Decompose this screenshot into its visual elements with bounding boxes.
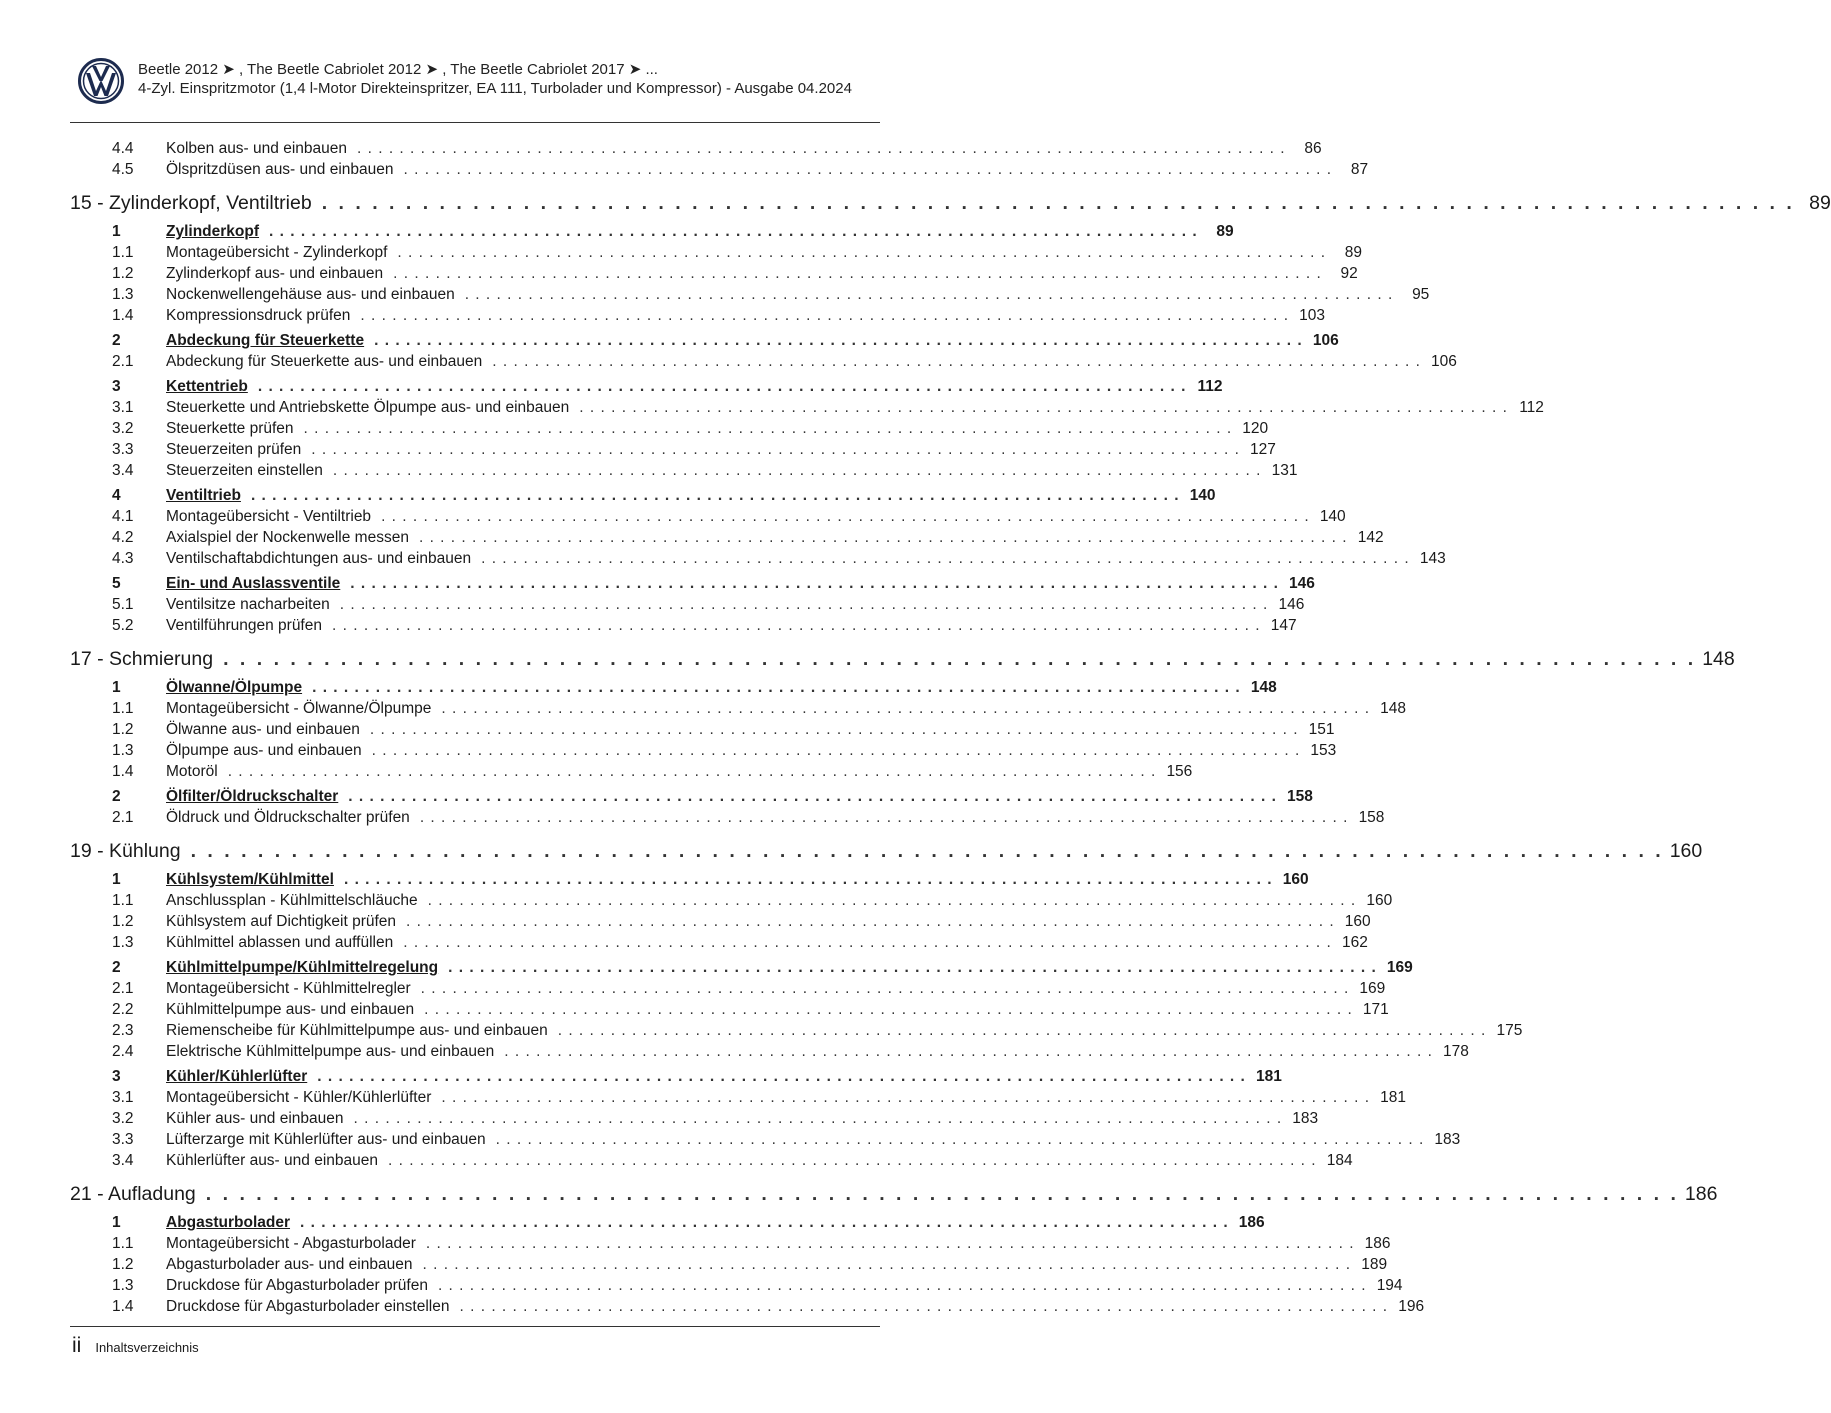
- toc-sub-entry[interactable]: [70, 761, 1193, 782]
- toc-dot-leader: . . . . . . . . . . . . . . . . . . . . . . . . . . . . . . . . . . . . . . . . . . . . . . . . . . . . . . . . . . . . . . . . . . . . . . . . . . . . . . . . . . . . . . . .: [312, 679, 1241, 696]
- toc-entry-number: 4.2: [112, 529, 134, 546]
- toc-entry-number: 1.2: [112, 721, 134, 738]
- toc-entry-number: 3.1: [112, 399, 134, 416]
- toc-entry-title: Zylinderkopf aus- und einbauen: [166, 265, 384, 282]
- toc-dot-leader: . . . . . . . . . . . . . . . . . . . . . . . . . . . . . . . . . . . . . . . . . . . . . . . . . . . . . . . . . . . . . . . . . . . . . . . . . . . . . . . . . . . . . . . .: [227, 763, 1157, 780]
- toc-entry-number: 5.1: [112, 596, 134, 613]
- toc-sub-entry[interactable]: [70, 1020, 1523, 1041]
- toc-entry-page: 178: [1443, 1043, 1469, 1060]
- toc-entry-number: 3.4: [112, 1152, 134, 1169]
- toc-entry-number: 4.5: [112, 161, 134, 178]
- toc-sub-entry[interactable]: [70, 807, 1385, 828]
- toc-entry-page: 112: [1197, 378, 1223, 395]
- toc-entry-title: Riemenscheibe für Kühlmittelpumpe aus- und einbauen: [166, 1022, 548, 1039]
- toc-entry-title: Abdeckung für Steuerkette aus- und einbauen: [166, 353, 483, 370]
- toc-dot-leader: . . . . . . . . . . . . . . . . . . . . . . . . . . . . . . . . . . . . . . . . . . . . . . . . . . . . . . . . . . . . . . . . . . . . . . . . . . . . . . . . . . . . . . . .: [381, 508, 1310, 525]
- toc-entry-number: 3.4: [112, 462, 134, 479]
- toc-entry-title: Ölwanne aus- und einbauen: [166, 721, 360, 738]
- toc-entry-title: Ein- und Auslassventile: [166, 575, 341, 592]
- toc-entry-number: 2: [112, 959, 121, 976]
- toc-dot-leader: . . . . . . . . . . . . . . . . . . . . . . . . . . . . . . . . . . . . . . . . . . . . . . . . . . . . . . . . . . . . . . . . . . . . . . . . . . . . . . . . . . . . . . . .: [223, 648, 1697, 670]
- toc-entry-number: 1.4: [112, 763, 134, 780]
- toc-entry-number: 1.1: [112, 244, 134, 261]
- toc-entry-title: Montageübersicht - Ventiltrieb: [166, 508, 372, 525]
- toc-dot-leader: . . . . . . . . . . . . . . . . . . . . . . . . . . . . . . . . . . . . . . . . . . . . . . . . . . . . . . . . . . . . . . . . . . . . . . . . . . . . . . . . . . . . . . . .: [504, 1043, 1433, 1060]
- toc-dot-leader: . . . . . . . . . . . . . . . . . . . . . . . . . . . . . . . . . . . . . . . . . . . . . . . . . . . . . . . . . . . . . . . . . . . . . . . . . . . . . . . . . . . . . . . .: [321, 192, 1795, 214]
- toc-entry-title: Anschlussplan - Kühlmittelschläuche: [166, 892, 418, 909]
- toc-entry-title: Steuerkette prüfen: [166, 420, 294, 437]
- toc-chapter-entry[interactable]: [70, 1180, 1718, 1208]
- toc-dot-leader: . . . . . . . . . . . . . . . . . . . . . . . . . . . . . . . . . . . . . . . . . . . . . . . . . . . . . . . . . . . . . . . . . . . . . . . . . . . . . . . . . . . . . . . .: [250, 487, 1180, 504]
- toc-entry-page: 194: [1376, 1277, 1403, 1294]
- toc-entry-page: 171: [1362, 1001, 1389, 1018]
- toc-dot-leader: . . . . . . . . . . . . . . . . . . . . . . . . . . . . . . . . . . . . . . . . . . . . . . . . . . . . . . . . . . . . . . . . . . . . . . . . . . . . . . . . . . . . . . . .: [406, 913, 1335, 930]
- toc-entry-title: Abdeckung für Steuerkette: [166, 332, 365, 349]
- toc-entry-title: 19 - Kühlung: [70, 840, 181, 862]
- toc-sub-entry[interactable]: [70, 1129, 1461, 1150]
- toc-entry-page: 148: [1250, 679, 1277, 696]
- toc-dot-leader: . . . . . . . . . . . . . . . . . . . . . . . . . . . . . . . . . . . . . . . . . . . . . . . . . . . . . . . . . . . . . . . . . . . . . . . . . . . . . . . . . . . . . . . .: [300, 1214, 1229, 1231]
- toc-dot-leader: . . . . . . . . . . . . . . . . . . . . . . . . . . . . . . . . . . . . . . . . . . . . . . . . . . . . . . . . . . . . . . . . . . . . . . . . . . . . . . . . . . . . . . . .: [579, 399, 1508, 416]
- toc-entry-page: 103: [1299, 307, 1325, 324]
- toc-sub-entry[interactable]: [70, 932, 1368, 953]
- toc-entry-title: Kühlerlüfter aus- und einbauen: [166, 1152, 378, 1169]
- toc-entry-title: Montageübersicht - Kühlmittelregler: [166, 980, 411, 997]
- toc-dot-leader: . . . . . . . . . . . . . . . . . . . . . . . . . . . . . . . . . . . . . . . . . . . . . . . . . . . . . . . . . . . . . . . . . . . . . . . . . . . . . . . . . . . . . . . .: [422, 1256, 1352, 1273]
- toc-section-entry[interactable]: [70, 221, 1234, 242]
- toc-entry-title: Kühlmittel ablassen und auffüllen: [166, 934, 394, 951]
- toc-sub-entry[interactable]: [70, 594, 1305, 615]
- toc-sub-entry[interactable]: [70, 263, 1358, 284]
- toc-entry-number: 1.1: [112, 892, 134, 909]
- toc-dot-leader: . . . . . . . . . . . . . . . . . . . . . . . . . . . . . . . . . . . . . . . . . . . . . . . . . . . . . . . . . . . . . . . . . . . . . . . . . . . . . . . . . . . . . . . .: [374, 332, 1303, 349]
- toc-dot-leader: . . . . . . . . . . . . . . . . . . . . . . . . . . . . . . . . . . . . . . . . . . . . . . . . . . . . . . . . . . . . . . . . . . . . . . . . . . . . . . . . . . . . . . . .: [343, 871, 1273, 888]
- toc-sub-entry[interactable]: [70, 460, 1298, 481]
- toc-dot-leader: . . . . . . . . . . . . . . . . . . . . . . . . . . . . . . . . . . . . . . . . . . . . . . . . . . . . . . . . . . . . . . . . . . . . . . . . . . . . . . . . . . . . . . . .: [387, 1152, 1317, 1169]
- toc-entry-title: Montageübersicht - Kühler/Kühlerlüfter: [166, 1089, 432, 1106]
- toc-entry-title: Kühlsystem auf Dichtigkeit prüfen: [166, 913, 397, 930]
- toc-entry-number: 3.2: [112, 1110, 134, 1127]
- toc-entry-page: 169: [1359, 980, 1386, 997]
- toc-entry-page: 147: [1270, 617, 1297, 634]
- toc-section-entry[interactable]: [70, 376, 1223, 397]
- toc-entry-title: Kühlsystem/Kühlmittel: [166, 871, 334, 888]
- toc-entry-page: 183: [1292, 1110, 1319, 1127]
- toc-dot-leader: . . . . . . . . . . . . . . . . . . . . . . . . . . . . . . . . . . . . . . . . . . . . . . . . . . . . . . . . . . . . . . . . . . . . . . . . . . . . . . . . . . . . . . . .: [403, 161, 1333, 178]
- toc-entry-title: Elektrische Kühlmittelpumpe aus- und einbauen: [166, 1043, 495, 1060]
- toc-dot-leader: . . . . . . . . . . . . . . . . . . . . . . . . . . . . . . . . . . . . . . . . . . . . . . . . . . . . . . . . . . . . . . . . . . . . . . . . . . . . . . . . . . . . . . . .: [557, 1022, 1487, 1039]
- toc-dot-leader: . . . . . . . . . . . . . . . . . . . . . . . . . . . . . . . . . . . . . . . . . . . . . . . . . . . . . . . . . . . . . . . . . . . . . . . . . . . . . . . . . . . . . . . .: [420, 980, 1350, 997]
- toc-entry-page: 186: [1684, 1183, 1718, 1205]
- toc-sub-entry[interactable]: [70, 439, 1276, 460]
- toc-entry-title: Montageübersicht - Zylinderkopf: [166, 244, 388, 261]
- toc-entry-number: 3.1: [112, 1089, 134, 1106]
- toc-entry-title: Axialspiel der Nockenwelle messen: [166, 529, 409, 546]
- toc-entry-page: 175: [1496, 1022, 1523, 1039]
- toc-entry-number: 1.1: [112, 700, 134, 717]
- header-text: [138, 60, 882, 98]
- toc-entry-number: 1.3: [112, 1277, 134, 1294]
- toc-entry-number: 1: [112, 1214, 121, 1231]
- toc-entry-number: 1: [112, 223, 121, 240]
- toc-entry-title: Kompressionsdruck prüfen: [166, 307, 351, 324]
- toc-entry-number: 1.1: [112, 1235, 134, 1252]
- toc-dot-leader: . . . . . . . . . . . . . . . . . . . . . . . . . . . . . . . . . . . . . . . . . . . . . . . . . . . . . . . . . . . . . . . . . . . . . . . . . . . . . . . . . . . . . . . .: [353, 1110, 1283, 1127]
- toc-dot-leader: . . . . . . . . . . . . . . . . . . . . . . . . . . . . . . . . . . . . . . . . . . . . . . . . . . . . . . . . . . . . . . . . . . . . . . . . . . . . . . . . . . . . . . . .: [350, 575, 1279, 592]
- toc-entry-number: 1.3: [112, 934, 134, 951]
- toc-entry-number: 2.1: [112, 353, 134, 370]
- toc-sub-entry[interactable]: [70, 548, 1446, 569]
- toc-entry-title: Abgasturbolader aus- und einbauen: [166, 1256, 413, 1273]
- toc-entry-page: 89: [1216, 223, 1234, 240]
- toc-sub-entry[interactable]: [70, 1087, 1406, 1108]
- toc-dot-leader: . . . . . . . . . . . . . . . . . . . . . . . . . . . . . . . . . . . . . . . . . . . . . . . . . . . . . . . . . . . . . . . . . . . . . . . . . . . . . . . . . . . . . . . .: [437, 1277, 1367, 1294]
- toc-entry-title: Kolben aus- und einbauen: [166, 140, 347, 157]
- toc-sub-entry[interactable]: [70, 305, 1325, 326]
- toc-entry-number: 1.2: [112, 265, 134, 282]
- toc-entry-title: Steuerzeiten prüfen: [166, 441, 302, 458]
- toc-dot-leader: . . . . . . . . . . . . . . . . . . . . . . . . . . . . . . . . . . . . . . . . . . . . . . . . . . . . . . . . . . . . . . . . . . . . . . . . . . . . . . . . . . . . . . . .: [311, 441, 1240, 458]
- toc-dot-leader: . . . . . . . . . . . . . . . . . . . . . . . . . . . . . . . . . . . . . . . . . . . . . . . . . . . . . . . . . . . . . . . . . . . . . . . . . . . . . . . . . . . . . . . .: [441, 1089, 1370, 1106]
- toc-entry-title: Nockenwellengehäuse aus- und einbauen: [166, 286, 455, 303]
- toc-entry-number: 1.4: [112, 1298, 134, 1315]
- toc-dot-leader: . . . . . . . . . . . . . . . . . . . . . . . . . . . . . . . . . . . . . . . . . . . . . . . . . . . . . . . . . . . . . . . . . . . . . . . . . . . . . . . . . . . . . . . .: [190, 840, 1664, 862]
- toc-entry-number: 3: [112, 1068, 121, 1085]
- toc-entry-page: 160: [1669, 840, 1703, 862]
- toc-section-entry[interactable]: [70, 869, 1309, 890]
- toc-sub-entry[interactable]: [70, 999, 1389, 1020]
- toc-dot-leader: . . . . . . . . . . . . . . . . . . . . . . . . . . . . . . . . . . . . . . . . . . . . . . . . . . . . . . . . . . . . . . . . . . . . . . . . . . . . . . . . . . . . . . . .: [348, 788, 1277, 805]
- toc-entry-number: 1.4: [112, 307, 134, 324]
- toc-entry-number: 3: [112, 378, 121, 395]
- toc-entry-title: Ventilschaftabdichtungen aus- und einbauen: [166, 550, 472, 567]
- toc-sub-entry[interactable]: [70, 719, 1335, 740]
- toc-entry-number: 2: [112, 332, 121, 349]
- toc-entry-number: 2: [112, 788, 121, 805]
- toc-entry-title: 15 - Zylinderkopf, Ventiltrieb: [70, 192, 312, 214]
- toc-entry-page: 186: [1238, 1214, 1265, 1231]
- toc-entry-title: Montageübersicht - Abgasturbolader: [166, 1235, 416, 1252]
- toc-entry-number: 2.1: [112, 980, 134, 997]
- toc-sub-entry[interactable]: [70, 1275, 1403, 1296]
- toc-chapter-entry[interactable]: [70, 837, 1703, 865]
- toc-section-entry[interactable]: [70, 485, 1216, 506]
- toc-entry-title: Ölpumpe aus- und einbauen: [166, 742, 362, 759]
- toc-dot-leader: . . . . . . . . . . . . . . . . . . . . . . . . . . . . . . . . . . . . . . . . . . . . . . . . . . . . . . . . . . . . . . . . . . . . . . . . . . . . . . . . . . . . . . . .: [419, 809, 1349, 826]
- toc-sub-entry[interactable]: [70, 284, 1430, 305]
- toc-dot-leader: . . . . . . . . . . . . . . . . . . . . . . . . . . . . . . . . . . . . . . . . . . . . . . . . . . . . . . . . . . . . . . . . . . . . . . . . . . . . . . . . . . . . . . . .: [495, 1131, 1425, 1148]
- toc-dot-leader: . . . . . . . . . . . . . . . . . . . . . . . . . . . . . . . . . . . . . . . . . . . . . . . . . . . . . . . . . . . . . . . . . . . . . . . . . . . . . . . . . . . . . . . .: [403, 934, 1332, 951]
- toc-dot-leader: . . . . . . . . . . . . . . . . . . . . . . . . . . . . . . . . . . . . . . . . . . . . . . . . . . . . . . . . . . . . . . . . . . . . . . . . . . . . . . . . . . . . . . . .: [427, 892, 1357, 909]
- toc-entry-number: 1.2: [112, 913, 134, 930]
- toc-entry-title: Druckdose für Abgasturbolader prüfen: [166, 1277, 428, 1294]
- toc-entry-number: 2.2: [112, 1001, 134, 1018]
- toc-dot-leader: . . . . . . . . . . . . . . . . . . . . . . . . . . . . . . . . . . . . . . . . . . . . . . . . . . . . . . . . . . . . . . . . . . . . . . . . . . . . . . . . . . . . . . . .: [339, 596, 1269, 613]
- toc-dot-leader: . . . . . . . . . . . . . . . . . . . . . . . . . . . . . . . . . . . . . . . . . . . . . . . . . . . . . . . . . . . . . . . . . . . . . . . . . . . . . . . . . . . . . . . .: [425, 1235, 1355, 1252]
- toc-entry-page: 186: [1364, 1235, 1391, 1252]
- toc-entry-number: 1.2: [112, 1256, 134, 1273]
- footer-divider: [70, 1326, 880, 1327]
- toc-section-entry[interactable]: [70, 957, 1413, 978]
- toc-sub-entry[interactable]: [70, 911, 1371, 932]
- toc-entry-page: 162: [1341, 934, 1368, 951]
- toc-sub-entry[interactable]: [70, 740, 1337, 761]
- footer-page-number: ii: [72, 1334, 82, 1357]
- toc-entry-page: 169: [1386, 959, 1413, 976]
- toc-entry-page: 89: [1344, 244, 1363, 261]
- toc-entry-page: 160: [1366, 892, 1393, 909]
- toc-sub-entry[interactable]: [70, 890, 1393, 911]
- toc-entry-page: 181: [1255, 1068, 1282, 1085]
- toc-sub-entry[interactable]: [70, 397, 1544, 418]
- vw-logo-icon: [78, 58, 124, 104]
- toc-dot-leader: . . . . . . . . . . . . . . . . . . . . . . . . . . . . . . . . . . . . . . . . . . . . . . . . . . . . . . . . . . . . . . . . . . . . . . . . . . . . . . . . . . . . . . . .: [459, 1298, 1389, 1315]
- toc-entry-page: 86: [1304, 140, 1322, 157]
- toc-sub-entry[interactable]: [70, 978, 1386, 999]
- toc-sub-entry[interactable]: [70, 615, 1297, 636]
- toc-entry-title: Kühlmittelpumpe/Kühlmittelregelung: [166, 959, 439, 976]
- toc-entry-title: Motoröl: [166, 763, 218, 780]
- toc-entry-number: 4.4: [112, 140, 134, 157]
- toc-dot-leader: . . . . . . . . . . . . . . . . . . . . . . . . . . . . . . . . . . . . . . . . . . . . . . . . . . . . . . . . . . . . . . . . . . . . . . . . . . . . . . . . . . . . . . . .: [369, 721, 1299, 738]
- toc-entry-page: 112: [1519, 399, 1544, 416]
- toc-dot-leader: . . . . . . . . . . . . . . . . . . . . . . . . . . . . . . . . . . . . . . . . . . . . . . . . . . . . . . . . . . . . . . . . . . . . . . . . . . . . . . . . . . . . . . . .: [418, 529, 1348, 546]
- toc-entry-page: 148: [1702, 648, 1735, 670]
- toc-dot-leader: . . . . . . . . . . . . . . . . . . . . . . . . . . . . . . . . . . . . . . . . . . . . . . . . . . . . . . . . . . . . . . . . . . . . . . . . . . . . . . . . . . . . . . . .: [360, 307, 1289, 324]
- toc-dot-leader: . . . . . . . . . . . . . . . . . . . . . . . . . . . . . . . . . . . . . . . . . . . . . . . . . . . . . . . . . . . . . . . . . . . . . . . . . . . . . . . . . . . . . . . .: [317, 1068, 1246, 1085]
- toc-entry-number: 4.1: [112, 508, 134, 525]
- toc-entry-number: 3.3: [112, 1131, 134, 1148]
- toc-entry-number: 4.3: [112, 550, 134, 567]
- toc-entry-title: Steuerzeiten einstellen: [166, 462, 323, 479]
- toc-entry-number: 2.1: [112, 809, 134, 826]
- toc-dot-leader: . . . . . . . . . . . . . . . . . . . . . . . . . . . . . . . . . . . . . . . . . . . . . . . . . . . . . . . . . . . . . . . . . . . . . . . . . . . . . . . . . . . . . . . .: [464, 286, 1394, 303]
- toc-entry-page: 142: [1357, 529, 1384, 546]
- toc-section-entry[interactable]: [70, 1066, 1282, 1087]
- toc-sub-entry[interactable]: [70, 698, 1406, 719]
- toc-entry-page: 158: [1287, 788, 1313, 805]
- toc-section-entry[interactable]: [70, 786, 1313, 807]
- toc-entry-number: 1.3: [112, 286, 134, 303]
- toc-section-entry[interactable]: [70, 330, 1339, 351]
- toc-dot-leader: . . . . . . . . . . . . . . . . . . . . . . . . . . . . . . . . . . . . . . . . . . . . . . . . . . . . . . . . . . . . . . . . . . . . . . . . . . . . . . . . . . . . . . . .: [424, 1001, 1353, 1018]
- toc-section-entry[interactable]: [70, 1212, 1265, 1233]
- toc-entry-page: 140: [1319, 508, 1346, 525]
- footer-label: Inhaltsverzeichnis: [95, 1340, 199, 1355]
- toc-entry-number: 3.3: [112, 441, 134, 458]
- toc-entry-page: 148: [1380, 700, 1406, 717]
- toc-sub-entry[interactable]: [70, 351, 1457, 372]
- toc-entry-title: Ölfilter/Öldruckschalter: [166, 788, 339, 805]
- toc-sub-entry[interactable]: [70, 506, 1346, 527]
- toc-entry-title: Öldruck und Öldruckschalter prüfen: [166, 809, 410, 826]
- header-engine-line: 4-Zyl. Einspritzmotor (1,4 l-Motor Direkteinspritzer, EA 111, Turbolader und Kompressor) - Ausgabe 04.2024: [138, 80, 852, 97]
- toc-entry-page: 106: [1431, 353, 1457, 370]
- toc-entry-title: Ölwanne/Ölpumpe: [166, 679, 303, 696]
- toc-entry-title: Ventiltrieb: [166, 487, 241, 504]
- toc-entry-title: Druckdose für Abgasturbolader einstellen: [166, 1298, 450, 1315]
- toc-entry-page: 127: [1250, 441, 1276, 458]
- toc-dot-leader: . . . . . . . . . . . . . . . . . . . . . . . . . . . . . . . . . . . . . . . . . . . . . . . . . . . . . . . . . . . . . . . . . . . . . . . . . . . . . . . . . . . . . . . .: [331, 617, 1261, 634]
- toc-entry-title: 21 - Aufladung: [70, 1183, 196, 1205]
- toc-section-entry[interactable]: [70, 677, 1277, 698]
- toc-entry-page: 160: [1344, 913, 1371, 930]
- toc-sub-entry[interactable]: [70, 1041, 1469, 1062]
- page-footer: [72, 1334, 199, 1358]
- toc-sub-entry[interactable]: [70, 159, 1369, 180]
- toc-entry-page: 89: [1809, 192, 1831, 214]
- toc-sub-entry[interactable]: [70, 1296, 1425, 1317]
- toc-entry-number: 5: [112, 575, 121, 592]
- toc-sub-entry[interactable]: [70, 1233, 1391, 1254]
- toc-dot-leader: . . . . . . . . . . . . . . . . . . . . . . . . . . . . . . . . . . . . . . . . . . . . . . . . . . . . . . . . . . . . . . . . . . . . . . . . . . . . . . . . . . . . . . . .: [257, 378, 1187, 395]
- toc-entry-page: 146: [1278, 596, 1305, 613]
- toc-entry-page: 158: [1358, 809, 1385, 826]
- toc-entry-number: 1: [112, 679, 121, 696]
- toc-entry-number: 1.3: [112, 742, 134, 759]
- toc-dot-leader: . . . . . . . . . . . . . . . . . . . . . . . . . . . . . . . . . . . . . . . . . . . . . . . . . . . . . . . . . . . . . . . . . . . . . . . . . . . . . . . . . . . . . . . .: [492, 353, 1421, 370]
- toc-entry-page: 181: [1380, 1089, 1406, 1106]
- toc-dot-leader: . . . . . . . . . . . . . . . . . . . . . . . . . . . . . . . . . . . . . . . . . . . . . . . . . . . . . . . . . . . . . . . . . . . . . . . . . . . . . . . . . . . . . . . .: [269, 223, 1198, 240]
- toc-dot-leader: . . . . . . . . . . . . . . . . . . . . . . . . . . . . . . . . . . . . . . . . . . . . . . . . . . . . . . . . . . . . . . . . . . . . . . . . . . . . . . . . . . . . . . . .: [356, 140, 1286, 157]
- toc-entry-title: 17 - Schmierung: [70, 648, 214, 670]
- toc-entry-title: Kühler aus- und einbauen: [166, 1110, 344, 1127]
- header-divider: [70, 122, 880, 123]
- toc-entry-page: 160: [1282, 871, 1309, 888]
- toc-entry-page: 95: [1412, 286, 1430, 303]
- toc-entry-title: Ventilführungen prüfen: [166, 617, 322, 634]
- header-model-line: Beetle 2012 ➤ , The Beetle Cabriolet 2012 ➤ , The Beetle Cabriolet 2017 ➤ ...: [138, 61, 658, 78]
- toc-entry-page: 146: [1289, 575, 1315, 592]
- toc-entry-page: 151: [1308, 721, 1335, 738]
- toc-entry-page: 183: [1434, 1131, 1461, 1148]
- toc-section-entry[interactable]: [70, 573, 1315, 594]
- toc-entry-title: Lüfterzarge mit Kühlerlüfter aus- und einbauen: [166, 1131, 486, 1148]
- toc-chapter-entry[interactable]: [70, 189, 1831, 217]
- toc-chapter-entry[interactable]: [70, 645, 1735, 673]
- toc-entry-title: Zylinderkopf: [166, 223, 260, 240]
- toc-entry-number: 1: [112, 871, 121, 888]
- toc-entry-title: Kühler/Kühlerlüfter: [166, 1068, 308, 1085]
- toc-dot-leader: . . . . . . . . . . . . . . . . . . . . . . . . . . . . . . . . . . . . . . . . . . . . . . . . . . . . . . . . . . . . . . . . . . . . . . . . . . . . . . . . . . . . . . . .: [448, 959, 1377, 976]
- toc-entry-title: Ventilsitze nacharbeiten: [166, 596, 330, 613]
- toc-dot-leader: . . . . . . . . . . . . . . . . . . . . . . . . . . . . . . . . . . . . . . . . . . . . . . . . . . . . . . . . . . . . . . . . . . . . . . . . . . . . . . . . . . . . . . . .: [441, 700, 1370, 717]
- toc-entry-page: 184: [1326, 1152, 1353, 1169]
- toc-sub-entry[interactable]: [70, 1108, 1319, 1129]
- toc-entry-title: Ölspritzdüsen aus- und einbauen: [166, 161, 394, 178]
- toc-sub-entry[interactable]: [70, 138, 1322, 159]
- toc-sub-entry[interactable]: [70, 418, 1269, 439]
- toc-sub-entry[interactable]: [70, 527, 1384, 548]
- toc-dot-leader: . . . . . . . . . . . . . . . . . . . . . . . . . . . . . . . . . . . . . . . . . . . . . . . . . . . . . . . . . . . . . . . . . . . . . . . . . . . . . . . . . . . . . . . .: [332, 462, 1262, 479]
- toc-entry-number: 3.2: [112, 420, 134, 437]
- toc-entry-title: Kettentrieb: [166, 378, 248, 395]
- toc-entry-title: Montageübersicht - Ölwanne/Ölpumpe: [166, 700, 432, 717]
- toc-entry-title: Kühlmittelpumpe aus- und einbauen: [166, 1001, 415, 1018]
- toc-entry-page: 92: [1340, 265, 1358, 282]
- toc-dot-leader: . . . . . . . . . . . . . . . . . . . . . . . . . . . . . . . . . . . . . . . . . . . . . . . . . . . . . . . . . . . . . . . . . . . . . . . . . . . . . . . . . . . . . . . .: [205, 1183, 1679, 1205]
- toc-entry-number: 2.3: [112, 1022, 134, 1039]
- toc-sub-entry[interactable]: [70, 1150, 1353, 1171]
- toc-entry-number: 2.4: [112, 1043, 134, 1060]
- toc-entry-page: 196: [1398, 1298, 1425, 1315]
- toc-entry-page: 143: [1419, 550, 1446, 567]
- toc-entry-page: 120: [1242, 420, 1269, 437]
- toc-entry-number: 4: [112, 487, 121, 504]
- toc-dot-leader: . . . . . . . . . . . . . . . . . . . . . . . . . . . . . . . . . . . . . . . . . . . . . . . . . . . . . . . . . . . . . . . . . . . . . . . . . . . . . . . . . . . . . . . .: [397, 244, 1327, 261]
- table-of-contents: [70, 138, 1831, 1317]
- toc-entry-page: 131: [1271, 462, 1298, 479]
- toc-entry-page: 189: [1361, 1256, 1388, 1273]
- toc-dot-leader: . . . . . . . . . . . . . . . . . . . . . . . . . . . . . . . . . . . . . . . . . . . . . . . . . . . . . . . . . . . . . . . . . . . . . . . . . . . . . . . . . . . . . . . .: [371, 742, 1301, 759]
- toc-sub-entry[interactable]: [70, 242, 1363, 263]
- toc-entry-page: 106: [1312, 332, 1339, 349]
- toc-dot-leader: . . . . . . . . . . . . . . . . . . . . . . . . . . . . . . . . . . . . . . . . . . . . . . . . . . . . . . . . . . . . . . . . . . . . . . . . . . . . . . . . . . . . . . . .: [303, 420, 1233, 437]
- toc-entry-page: 87: [1350, 161, 1369, 178]
- toc-entry-page: 156: [1166, 763, 1193, 780]
- toc-sub-entry[interactable]: [70, 1254, 1388, 1275]
- toc-dot-leader: . . . . . . . . . . . . . . . . . . . . . . . . . . . . . . . . . . . . . . . . . . . . . . . . . . . . . . . . . . . . . . . . . . . . . . . . . . . . . . . . . . . . . . . .: [481, 550, 1410, 567]
- toc-entry-title: Abgasturbolader: [166, 1214, 291, 1231]
- toc-entry-page: 153: [1310, 742, 1337, 759]
- toc-entry-page: 140: [1189, 487, 1216, 504]
- toc-entry-title: Steuerkette und Antriebskette Ölpumpe aus- und einbauen: [166, 399, 570, 416]
- toc-entry-number: 5.2: [112, 617, 134, 634]
- toc-dot-leader: . . . . . . . . . . . . . . . . . . . . . . . . . . . . . . . . . . . . . . . . . . . . . . . . . . . . . . . . . . . . . . . . . . . . . . . . . . . . . . . . . . . . . . . .: [393, 265, 1322, 282]
